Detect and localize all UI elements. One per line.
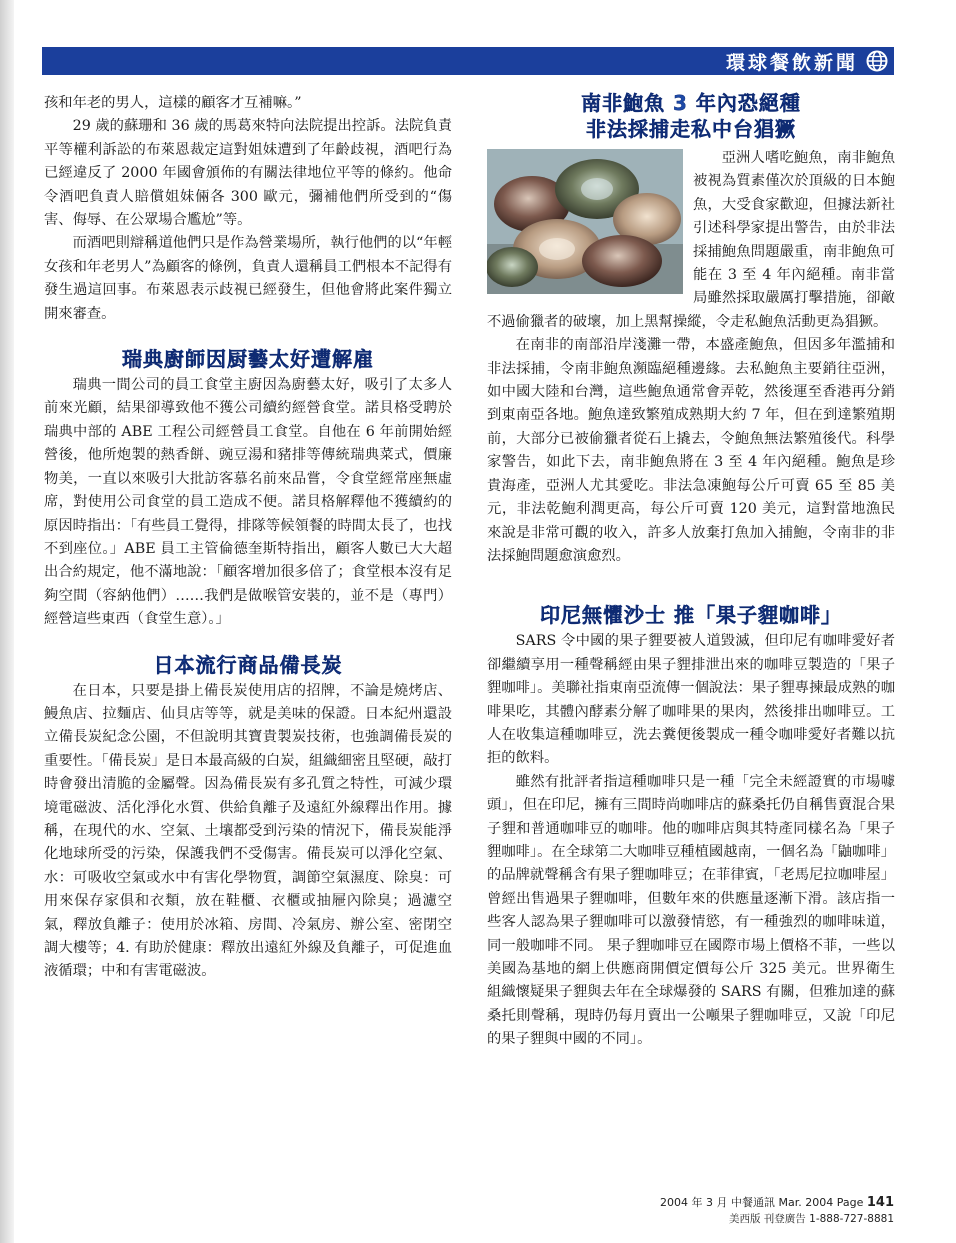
article-body-binchotan: 在日本，只要是掛上備長炭使用店的招牌，不論是燒烤店、鰻魚店、拉麵店、仙貝店等等，就是美味的保證。日本紀州還設立備長炭紀念公園，不但說明其寶貴製炭技術，也強調備長炭的重要性。「備長炭」是日本最高級的白炭，組織細密且堅硬，敲打時會發出清脆的金屬聲。因為備長炭有多孔質之特性，可減少環境電磁波、活化淨化水質、供給負離子及遠紅外線釋出作用。據稱，在現代的水、空氣、土壤都受到污染的情況下，備長炭能淨化地球所受的污染，保護我們不受傷害。備長炭可以淨化空氣、水：可吸收空氣或水中有害化學物質，調節空氣濕度、除臭：可用來保存家俱和衣類，放在鞋櫃、衣櫃或抽屜內除臭；過濾空氣，釋放負離子：使用於冰箱、房間、冷氣房、辦公室、密閉空調大樓等；4. 有助於健康：釋放出遠紅外線及負離子，可促進血液循環；中和有害電磁波。 <box>44 682 452 980</box>
article-continuation-tail: 孩和年老的男人，這樣的顧客才互補嘛。” <box>44 95 302 111</box>
article-body-abalone-2: 在南非的南部沿岸淺灘一帶，本盛產鮑魚，但因多年濫捕和非法採捕，令南非鮑魚瀕臨絕種邊緣。去私鮑魚主要銷往亞洲，如中國大陸和台灣，這些鮑魚通常會弄乾，然後運至香港再分銷到東南亞各地。鮑魚達致繁殖成熟期大約 7 年，但在到達繁殖期前，大部分已被偷獵者從石上撬去，令鮑魚無法繁殖後代。科學家警告，如此下去，南非鮑魚將在 3 至 4 年內絕種。鮑魚是珍貴海產，亞洲人尤其愛吃。非法急凍鮑每公斤可賣 65 至 85 美元，非法乾鮑利潤更高，每公斤可賣 120 美元，這對當地漁民來說是非常可觀的收入，許多人放棄打魚加入捕鮑，令南非的非法採鮑問題愈演愈烈。 <box>487 337 895 564</box>
footer-date-publication: 2004 年 3 月 中餐通訊 Mar. 2004 Page <box>660 1196 864 1209</box>
article-continuation-paragraph: 而酒吧則辯稱道他們只是作為營業場所，執行他們的以“年輕女孩和年老男人”為顧客的條例，負責人還稱員工們根本不記得有發生過這回事。布萊恩表示歧視已經發生，但他會將此案件獨立開來審查。 <box>44 235 452 322</box>
section-header-bar <box>42 47 894 75</box>
headline-binchotan: 日本流行商品備長炭 <box>153 652 343 677</box>
article-continuation-paragraph: 29 歲的蘇珊和 36 歲的馬葛來特向法院提出控訴。法院負責平等權利訴訟的布萊恩裁定這對姐妹遭到了年齡歧視，酒吧行為已經違反了 2000 年國會頒佈的有關法律地位平等的條約。他命令酒吧負責人賠償姐妹倆各 300 歐元，彌補他們所受到的“傷害、侮辱、在公眾場合尷尬”等。 <box>44 118 452 229</box>
right-column <box>487 92 895 1052</box>
abalone-photo <box>487 149 683 294</box>
article-body-civet-coffee-2: 雖然有批評者指這種咖啡只是一種「完全未經證實的市場噱頭」，但在印尼，擁有三間時尚咖啡店的蘇桑托仍自稱售賣混合果子貍和普通咖啡豆的咖啡。他的咖啡店與其特產同樣名為「果子貍咖啡」。在全球第二大咖啡豆種植國越南，一個名為「鼬咖啡」的品牌就聲稱含有果子貍咖啡豆；在菲律賓，「老馬尼拉咖啡屋」曾經出售過果子貍咖啡，但數年來的供應量逐漸下滑。該店指一些客人認為果子貍咖啡可以激發情慾，有一種強烈的咖啡味道，同一般咖啡不同。 果子貍咖啡豆在國際市場上價格不菲，一些以美國為基地的網上供應商開價定價每公斤 325 美元。世界衛生組織懷疑果子貍與去年在全球爆發的 SARS 有關，但雅加達的蘇桑托則聲稱，現時仍每月賣出一公噸果子貍咖啡豆，又說「印尼的果子貍與中國的不同」。 <box>487 773 895 1048</box>
headline-abalone-line2: 非法採捕走私中台猖獗 <box>586 117 796 141</box>
footer-advertising-contact: 美西版 刊登廣告 1-888-727-8881 <box>728 1213 894 1225</box>
article-body-swedish-chef: 瑞典一間公司的員工食堂主廚因為廚藝太好，吸引了太多人前來光顧，結果卻導致他不獲公司續約經營食堂。諾貝格受聘於瑞典中部的 ABE 工程公司經營員工食堂。自他在 6 年前開始經營後，他所炮製的熱香餅、豌豆湯和豬排等傳統瑞典菜式，價廉物美，一直以來吸引大批訪客慕名前來品嘗，令食堂經常座無虛席，對使用公司食堂的員工造成不便。諾貝格解釋他不獲續約的原因時指出：「有些員工覺得，排隊等候領餐的時間太長了，也找不到座位。」ABE 員工主管倫德奎斯特指出，顧客人數已大大超出合約規定，他不滿地說：「顧客增加很多倍了；食堂根本沒有足夠空間（容納他們）……我們是做喉管安裝的，並不是（專門）經營這些東西（食堂生意）。」 <box>44 377 452 628</box>
page-edge-shadow <box>0 0 14 1243</box>
article-body-civet-coffee-1: SARS 令中國的果子貍要被人道毀滅，但印尼有咖啡愛好者卻繼續享用一種聲稱經由果子貍排泄出來的咖啡豆製造的「果子貍咖啡」。美聯社指東南亞流傳一個說法：果子貍專揀最成熟的咖啡果吃，其體內酵素分解了咖啡果的果肉，然後排出咖啡豆。工人在收集這種咖啡豆，洗去糞便後製成一種令咖啡愛好者難以抗拒的飲料。 <box>487 633 895 767</box>
left-column <box>44 92 452 984</box>
headline-civet-coffee: 印尼無懼沙士 推「果子貍咖啡」 <box>540 603 842 628</box>
page-number: 141 <box>866 1195 894 1210</box>
article-body-abalone-1 <box>487 147 895 334</box>
globe-icon <box>866 50 888 72</box>
headline-swedish-chef: 瑞典廚師因厨藝太好遭解雇 <box>122 347 374 372</box>
section-title: 環球餐飲新聞 <box>725 51 858 74</box>
headline-abalone-line1: 南非鮑魚 3 年內恐絕種 <box>581 91 801 115</box>
footer-issue-info <box>660 1194 894 1210</box>
abalone-paragraph-text: 亞洲人嗜吃鮑魚，南非鮑魚被視為質素僅次於頂級的日本鮑魚，大受食家歡迎，但據法新社引述科學家提出警告，由於非法採捕鮑魚問題嚴重，南非鮑魚可能在 3 至 4 年內絕種。南非當局雖然採取嚴厲打擊措施，卻敵不過偷獵者的破壞，加上黑幫操縱，令走私鮑魚活動更為猖獗。 <box>487 150 895 330</box>
